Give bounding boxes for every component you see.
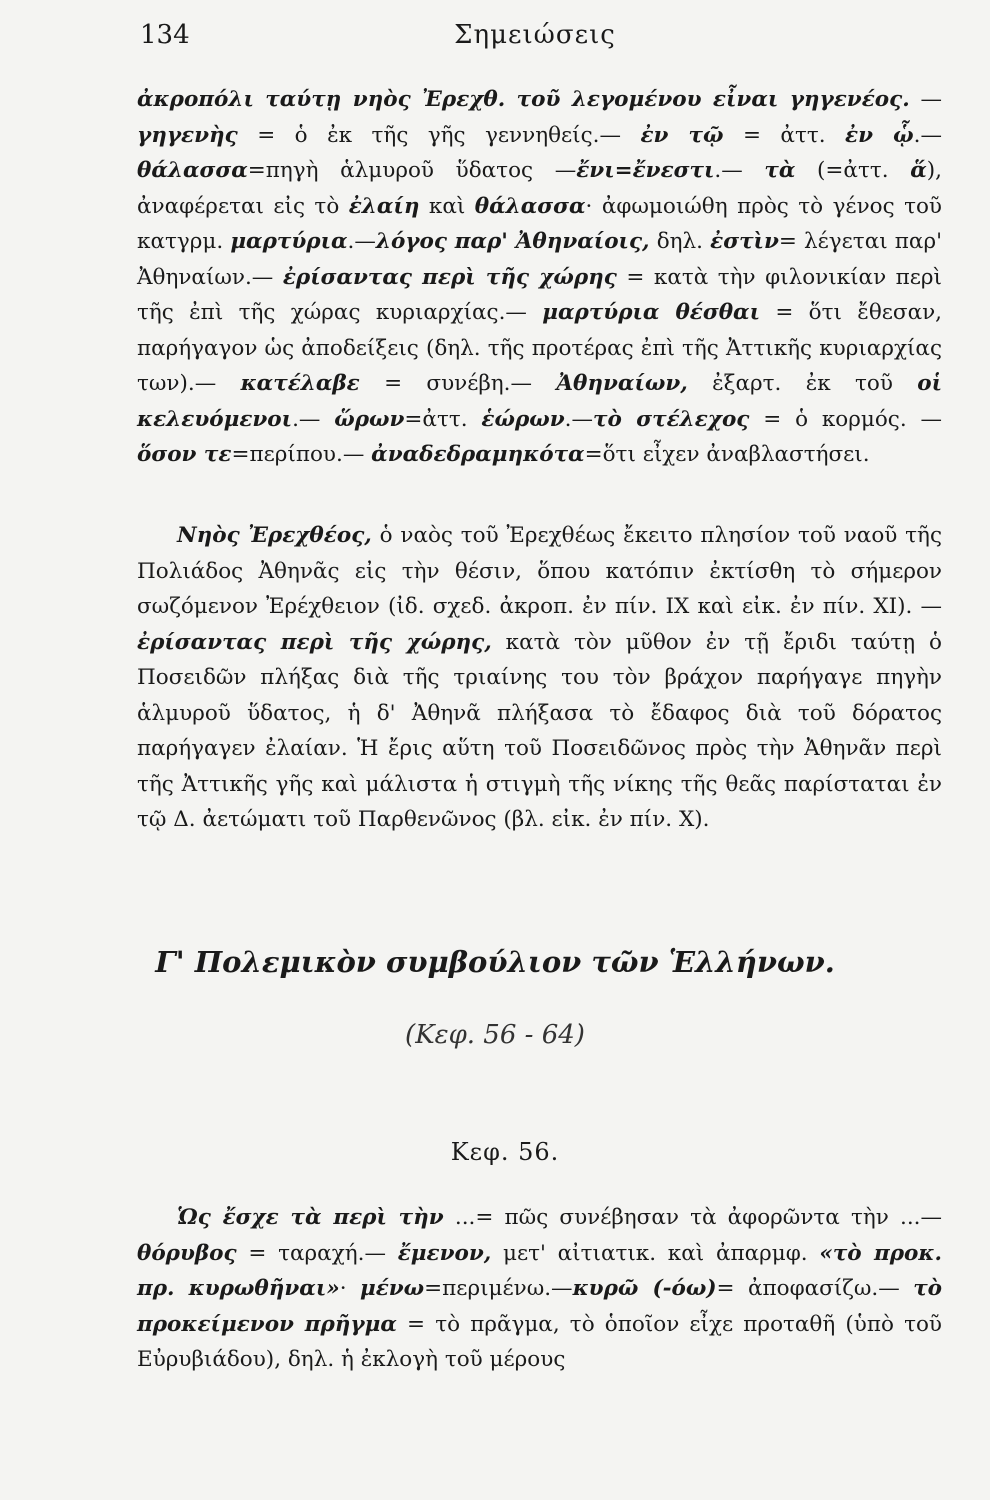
lemma-text: ἐλαίη [348, 193, 420, 219]
lemma-text: μαρτύρια θέσθαι [542, 300, 760, 325]
gloss-text: = λέγεται παρ' Ἀθηναίων.— [137, 229, 943, 290]
gloss-text: =περίπου.— [231, 442, 372, 467]
chapter-heading: Κεφ. 56. [450, 1138, 560, 1166]
gloss-text: · [339, 1276, 360, 1301]
page-number: 134 [140, 20, 190, 50]
page-header [140, 20, 930, 56]
lemma-text: θάλασσα [137, 158, 248, 183]
lemma-text: ἅ [910, 158, 927, 183]
lemma-text: οἱ κελευόμενοι [137, 371, 942, 432]
lemma-text: λόγος παρ' Ἀθηναίοις, [375, 229, 650, 254]
gloss-text: = ἀττ. [723, 122, 846, 148]
notes-paragraph-2 [137, 518, 942, 838]
gloss-text: = ὁ κορμός. — [749, 406, 942, 432]
lemma-text: ἐρίσαντας περὶ τῆς χώρης [282, 264, 617, 290]
lemma-text: ἔμενον, [397, 1240, 492, 1266]
gloss-text: =πηγὴ ἁλμυροῦ ὕδατος — [247, 158, 577, 183]
lemma-text: τὸ στέλεχος [592, 406, 750, 432]
lemma-text: μένω [359, 1276, 425, 1301]
gloss-text: = ὁ ἐκ τῆς γῆς γεννηθείς.— [237, 122, 641, 148]
gloss-text: = τὸ πρᾶγμα, τὸ ὁποῖον εἶχε προταθῆ (ὑπὸ τοῦ Εὐρυβιάδου), δηλ. ἡ ἐκλογὴ τοῦ μέρους [137, 1311, 942, 1372]
lemma-text: μαρτύρια [230, 229, 348, 254]
gloss-text: .— [292, 406, 335, 432]
lemma-text: Ἀθηναίων, [556, 371, 688, 396]
lemma-text: ὅσον τε [137, 442, 232, 467]
gloss-text: = ἀποφασίζω.— [716, 1276, 914, 1301]
gloss-text: δηλ. [649, 229, 711, 254]
gloss-text: ἐξαρτ. ἐκ τοῦ [687, 371, 918, 396]
lemma-text: ἐρίσαντας περὶ τῆς χώρης, [137, 629, 492, 655]
lemma-text: ἐν τῷ [640, 122, 724, 148]
notes-paragraph-1 [137, 82, 942, 473]
gloss-text: =περιμένω.— [424, 1276, 573, 1301]
gloss-text: = ὅτι ἔθεσαν, παρήγαγον ὡς ἀποδείξεις (δηλ. τῆς προτέρας ἐπὶ τῆς Ἀττικῆς κυριαρχίας των).— [137, 300, 942, 396]
lemma-text: τὸ προκείμενον πρῆγμα [137, 1276, 942, 1337]
gloss-text: .— [564, 406, 593, 432]
lemma-text: Νηὸς Ἐρεχθέος, [177, 523, 372, 548]
lemma-text: ἀκροπόλι ταύτῃ νηὸς Ἐρεχθ. τοῦ λεγομένου εἶναι γηγενέος. [137, 87, 910, 112]
lemma-text: ἐστὶν [710, 229, 779, 254]
lemma-text: θόρυβος [137, 1240, 237, 1266]
chapter-range: (Κεφ. 56 - 64) [405, 1020, 585, 1050]
gloss-text: κατὰ τὸν μῦθον ἐν τῇ ἔριδι ταύτῃ ὁ Ποσειδῶν πλήξας διὰ τῆς τριαίνης του τὸν βράχον παρήγαγε πηγὴν ἁλμυροῦ ὕδατος, ἡ δ' Ἀθηνᾶ πλήξασα τὸ ἔδαφος διὰ τοῦ δόρατος παρήγαγεν ἐλαίαν. Ἡ ἔρις αὕτη τοῦ Ποσειδῶνος πρὸς τὴν Ἀθηνᾶν περὶ τῆς Ἀττικῆς γῆς καὶ μάλιστα ἡ στιγμὴ τῆς νίκης τῆς θεᾶς παρίσταται ἐν τῷ Δ. ἀετώματι τοῦ Παρθενῶνος (βλ. εἰκ. ἐν πίν. X). [137, 629, 942, 832]
lemma-text: θάλασσα [474, 193, 586, 219]
gloss-text: ...= πῶς συνέβησαν τὰ ἀφορῶντα τὴν ...— [443, 1205, 942, 1230]
gloss-text: καὶ [419, 193, 475, 219]
lemma-text: ἑώρων [481, 406, 565, 432]
gloss-text: · ἀφωμοιώθη πρὸς τὸ γένος τοῦ κατγρμ. [137, 193, 942, 254]
gloss-text: (=ἀττ. [795, 158, 911, 183]
lemma-text: ὥρων [334, 406, 405, 432]
gloss-text: .— [347, 229, 376, 254]
gloss-text: = συνέβη.— [359, 371, 557, 396]
lemma-text: γηγενὴς [137, 122, 238, 148]
notes-paragraph-3 [137, 1200, 942, 1378]
gloss-text: μετ' αἰτιατικ. καὶ ἀπαρμφ. [491, 1240, 820, 1266]
lemma-text: ἐν ᾧ [845, 122, 914, 148]
gloss-text: ), ἀναφέρεται εἰς τὸ [137, 158, 942, 219]
lemma-text: τὰ [764, 158, 796, 183]
lemma-text: «τὸ προκ. πρ. κυρωθῆναι» [137, 1240, 942, 1301]
lemma-text: Ὡς ἔσχε τὰ περὶ τὴν [177, 1205, 444, 1230]
gloss-text: — [909, 87, 942, 112]
gloss-text: = κατὰ τὴν φιλονικίαν περὶ τῆς ἐπὶ τῆς χώρας κυριαρχίας.— [137, 264, 942, 325]
section-title: Γ' Πολεμικὸν συμβούλιον τῶν Ἑλλήνων. [155, 945, 835, 979]
gloss-text: =ὅτι εἶχεν ἀναβλαστήσει. [584, 442, 870, 467]
running-title: Σημειώσεις [454, 20, 616, 50]
lemma-text: κυρῶ (-όω) [572, 1276, 717, 1301]
gloss-text: ὁ ναὸς τοῦ Ἐρεχθέως ἔκειτο πλησίον τοῦ ναοῦ τῆς Πολιάδος Ἀθηνᾶς εἰς τὴν θέσιν, ὅπου κατόπιν ἐκτίσθη τὸ σήμερον σωζόμενον Ἐρέχθειον (ἰδ. σχεδ. ἀκροπ. ἐν πίν. IX καὶ εἰκ. ἐν πίν. XI). — [137, 523, 942, 619]
gloss-text: =ἀττ. [404, 406, 482, 432]
gloss-text: .— [913, 122, 942, 148]
lemma-text: ἔνι=ἔνεστι [576, 158, 715, 183]
lemma-text: κατέλαβε [240, 371, 360, 396]
lemma-text: ἀναδεδραμηκότα [371, 442, 585, 467]
gloss-text: .— [714, 158, 765, 183]
gloss-text: = ταραχή.— [236, 1240, 398, 1266]
